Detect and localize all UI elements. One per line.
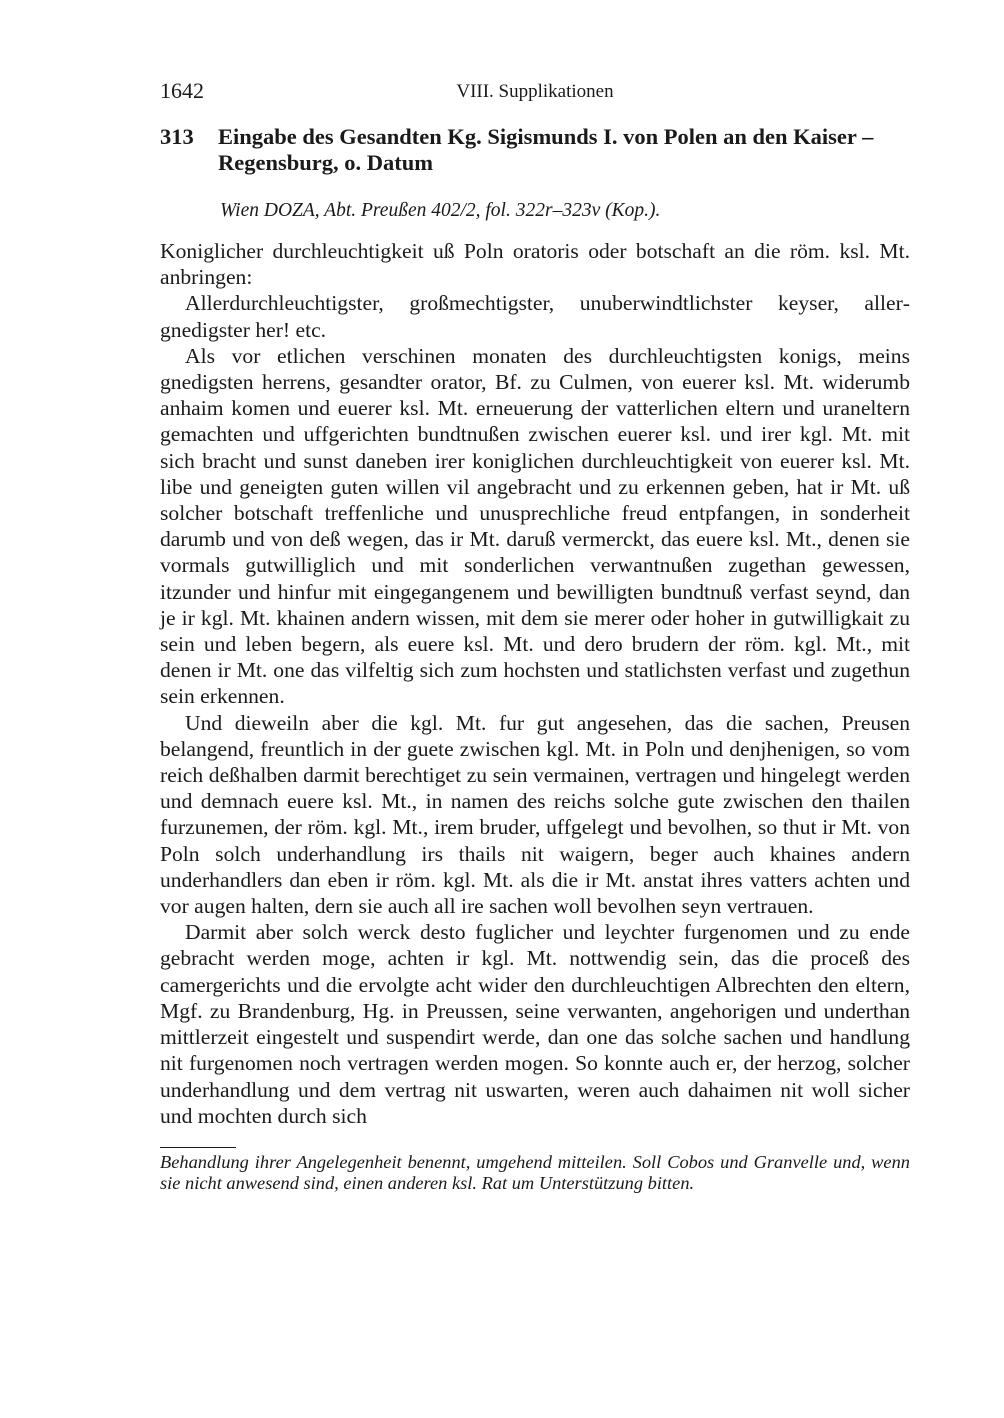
document-title: Eingabe des Gesandten Kg. Sigismunds I. von Polen an den Kaiser – Regensburg, o. Datum xyxy=(218,124,874,175)
document-heading xyxy=(160,124,910,176)
paragraph-1: Koniglicher durchleuchtigkeit uß Poln oratoris oder botschaft an die röm. ksl. Mt. anbringen: xyxy=(160,239,910,290)
page-number: 1642 xyxy=(160,78,204,103)
document-number: 313 xyxy=(160,124,194,149)
body-text xyxy=(160,238,910,1129)
document-page xyxy=(160,76,910,1194)
paragraph-4: Und dieweiln aber die kgl. Mt. fur gut angesehen, das die sachen, Preusen belangend, freuntlich in der guete zwischen kgl. Mt. in Poln und denjhenigen, so vom reich deßhalben darmit berechtiget zu sein vermainen, vertragen und hingelegt werden und demnach euere ksl. Mt., in namen des reichs solche gute zwischen den thailen furzunemen, der röm. kgl. Mt., irem bruder, uffgelegt und bevolhen, so thut ir Mt. von Poln solch underhandlung irs thails nit waigern, beger auch khaines andern underhandlers dan eben ir röm. kgl. Mt. als die ir Mt. anstat ihres vatters achten und vor augen halten, dern sie auch all ire sachen woll bevolhen seyn vertrauen. xyxy=(160,710,910,919)
source-reference: Wien DOZA, Abt. Preußen 402/2, fol. 322r–323v (Kop.). xyxy=(220,200,661,221)
running-head xyxy=(160,76,910,110)
paragraph-3: Als vor etlichen verschinen monaten des durchleuchtigsten konigs, meins gnedigsten herrens, gesandter orator, Bf. zu Culmen, von euerer ksl. Mt. widerumb anhaim komen und euerer ksl. Mt. erneuerung der vatterlichen eltern und uraneltern gemachten und uffgerichten bundtnußen zwischen euerer ksl. und irer kgl. Mt. mit sich bracht und sunst daneben irer koniglichen durchleuchtigkeit von euerer ksl. Mt. libe und geneigten guten willen vil angebracht und zu erkennen geben, hat ir Mt. uß solcher botschaft treffenliche und unusprechliche freud entpfangen, in sonderheit darumb und von deß wegen, das ir Mt. daruß vermerckt, das euere ksl. Mt., denen sie vormals gutwilliglich und mit sonderlichen verwantnußen zugethan gewessen, itzunder und hinfur mit eingegangenem und bewilligten bundtnuß verfast seynd, dan je ir kgl. Mt. khainen andern wissen, mit dem sie merer oder hoher in gutwilligkait zu sein und leben begern, als euere ksl. Mt. und dero brudern der röm. kgl. Mt., mit denen ir Mt. one das vilfeltig sich zum hochsten und statlichsten verfast und zugethun sein erkennen. xyxy=(160,343,910,709)
paragraph-2: Allerdurchleuchtigster, großmechtigster, unuberwindtlichster keyser, allergnedigster her! etc. xyxy=(160,291,910,342)
paragraph-5: Darmit aber solch werck desto fuglicher und leychter furgenomen und zu ende gebracht werden moge, achten ir kgl. Mt. nottwendig sein, das die proceß des camergerichts und die ervolgte acht wider den durchleuchtigen Albrechten den eltern, Mgf. zu Brandenburg, Hg. in Preussen, seine verwanten, angehorigen und underthan mittlerzeit eingestelt und suspendirt werde, dan one das solche sachen und handlung nit furgenomen noch vertragen werden mogen. So konnte auch er, der herzog, solcher underhandlung und dem vertrag nit uswarten, weren auch dahaimen nit woll sicher und mochten durch sich xyxy=(160,920,910,1128)
footnote-divider xyxy=(160,1147,236,1148)
section-title: VIII. Supplikationen xyxy=(456,81,614,102)
footnote: Behandlung ihrer Angelegenheit benennt, umgehend mitteilen. Soll Cobos und Granvelle und, wenn sie nicht anwesend sind, einen anderen ksl. Rat um Unterstützung bitten. xyxy=(160,1151,910,1193)
